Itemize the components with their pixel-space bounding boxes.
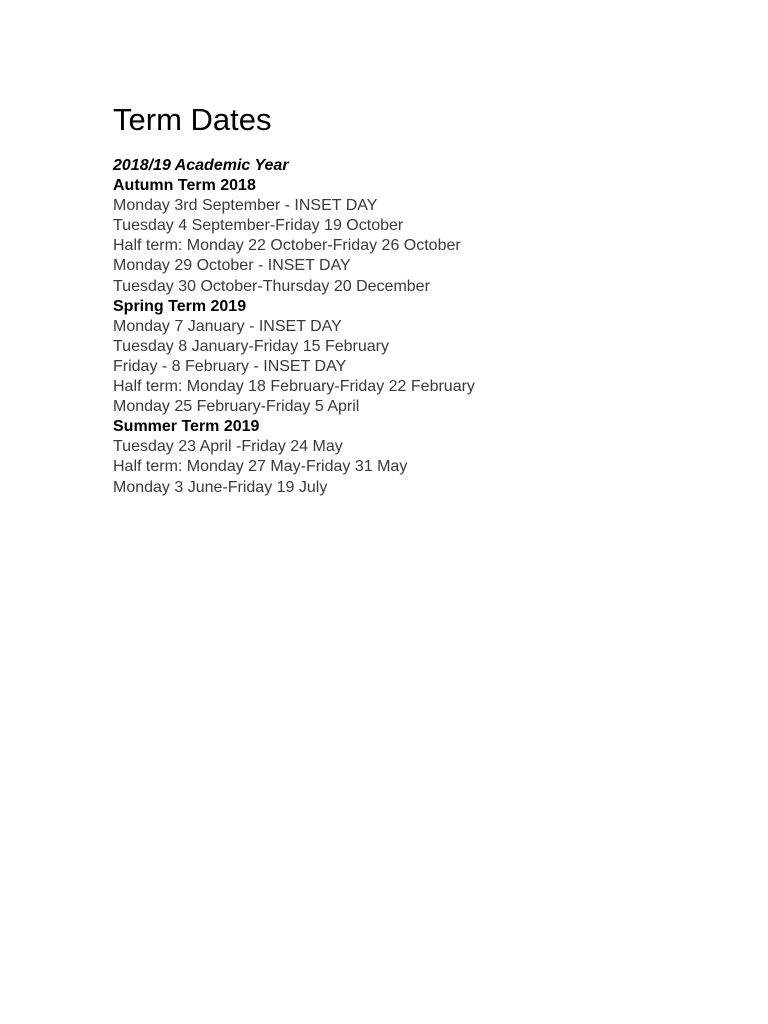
term-heading: Summer Term 2019 bbox=[113, 418, 260, 436]
term-date-line: Tuesday 8 January-Friday 15 February bbox=[113, 337, 389, 355]
term-date-line: Monday 3 June-Friday 19 July bbox=[113, 478, 328, 496]
term-autumn bbox=[113, 176, 713, 297]
term-date-line: Half term: Monday 18 February-Friday 22 February bbox=[113, 378, 475, 396]
term-heading: Autumn Term 2018 bbox=[113, 177, 256, 195]
term-date-line: Monday 3rd September - INSET DAY bbox=[113, 197, 378, 215]
term-date-line: Tuesday 23 April -Friday 24 May bbox=[113, 438, 343, 456]
page-content bbox=[113, 99, 713, 498]
term-date-line: Friday - 8 February - INSET DAY bbox=[113, 357, 347, 375]
term-heading: Spring Term 2019 bbox=[113, 297, 247, 315]
page-title: Term Dates bbox=[113, 102, 272, 137]
term-spring bbox=[113, 297, 713, 418]
term-date-line: Tuesday 4 September-Friday 19 October bbox=[113, 217, 404, 235]
academic-year-heading: 2018/19 Academic Year bbox=[113, 157, 289, 174]
term-date-line: Tuesday 30 October-Thursday 20 December bbox=[113, 277, 430, 295]
term-date-line: Monday 7 January - INSET DAY bbox=[113, 317, 342, 335]
term-summer bbox=[113, 417, 713, 497]
term-date-line: Monday 25 February-Friday 5 April bbox=[113, 398, 360, 416]
term-date-line: Half term: Monday 27 May-Friday 31 May bbox=[113, 458, 408, 476]
term-date-line: Monday 29 October - INSET DAY bbox=[113, 257, 351, 275]
term-date-line: Half term: Monday 22 October-Friday 26 October bbox=[113, 237, 461, 255]
